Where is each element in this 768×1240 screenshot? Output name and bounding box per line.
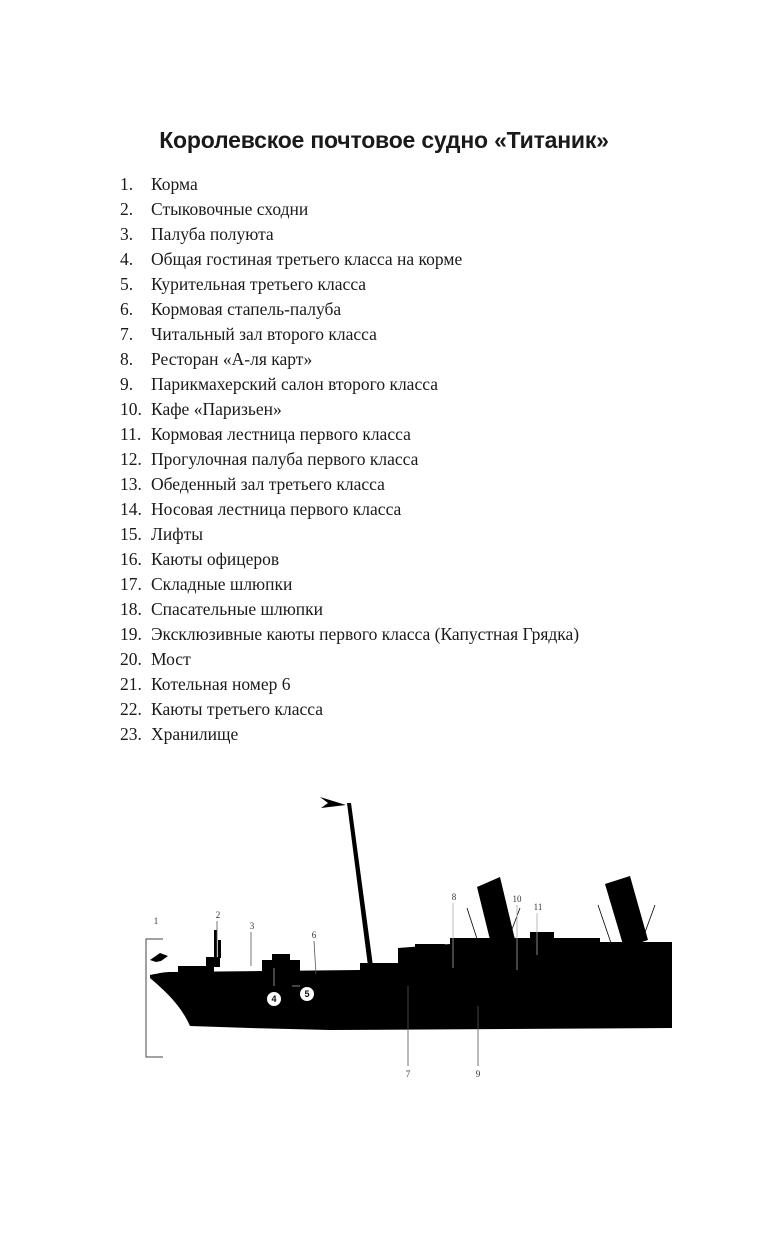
legend-number: 5. [120, 274, 134, 294]
legend-label: Носовая лестница первого класса [151, 499, 402, 519]
legend-label: Общая гостиная третьего класса на корме [151, 249, 463, 269]
legend-label: Складные шлюпки [151, 574, 293, 594]
legend-number: 19. [120, 624, 142, 644]
legend-label: Корма [151, 174, 198, 194]
legend-number: 4. [120, 249, 134, 269]
legend-item [120, 197, 579, 222]
legend-item [120, 172, 579, 197]
legend-label: Каюты офицеров [151, 549, 280, 569]
legend-item [120, 397, 579, 422]
ship-diagram-svg [0, 780, 768, 1110]
callout-7: 7 [405, 1069, 411, 1079]
legend-number: 21. [120, 674, 142, 694]
legend-item [120, 422, 579, 447]
legend-item [120, 547, 579, 572]
legend-number: 14. [120, 499, 142, 519]
legend-number: 11. [120, 424, 142, 444]
legend-label: Кормовая стапель-палуба [151, 299, 342, 319]
legend-number: 20. [120, 649, 142, 669]
legend-number: 23. [120, 724, 142, 744]
callout-8: 8 [451, 892, 457, 902]
legend-number: 18. [120, 599, 142, 619]
callout-4: 4 [271, 994, 277, 1004]
legend-item [120, 347, 579, 372]
legend-label: Палуба полуюта [151, 224, 274, 244]
legend-number: 12. [120, 449, 142, 469]
legend-item [120, 522, 579, 547]
callout-9: 9 [475, 1069, 481, 1079]
legend-item [120, 597, 579, 622]
legend-number: 22. [120, 699, 142, 719]
callout-3: 3 [249, 921, 255, 931]
legend-number: 16. [120, 549, 142, 569]
legend-item [120, 447, 579, 472]
legend-label: Лифты [151, 524, 203, 544]
legend-item [120, 472, 579, 497]
callout-10: 10 [512, 894, 522, 904]
legend-item [120, 322, 579, 347]
legend-label: Ресторан «А-ля карт» [151, 349, 313, 369]
legend-label: Курительная третьего класса [151, 274, 367, 294]
legend-label: Спасательные шлюпки [151, 599, 324, 619]
legend-item [120, 672, 579, 697]
legend-item [120, 297, 579, 322]
legend-number: 2. [120, 199, 134, 219]
ship-silhouette [150, 797, 672, 1030]
legend-label: Каюты третьего класса [151, 699, 323, 719]
legend-label: Кафе «Паризьен» [151, 399, 282, 419]
legend-item [120, 497, 579, 522]
legend-item [120, 572, 579, 597]
legend-item [120, 647, 579, 672]
legend-number: 17. [120, 574, 142, 594]
legend-label: Прогулочная палуба первого класса [151, 449, 419, 469]
legend-item [120, 372, 579, 397]
legend-label: Мост [151, 649, 191, 669]
legend-label: Парикмахерский салон второго класса [151, 374, 438, 394]
legend-item [120, 697, 579, 722]
legend-item [120, 247, 579, 272]
callout-2: 2 [215, 910, 221, 920]
legend-label: Эксклюзивные каюты первого класса (Капустная Грядка) [151, 624, 580, 644]
callout-5: 5 [304, 989, 310, 999]
legend-number: 10. [120, 399, 142, 419]
legend-item [120, 222, 579, 247]
callout-11: 11 [533, 902, 543, 912]
ship-diagram [0, 780, 768, 1110]
legend-label: Кормовая лестница первого класса [151, 424, 411, 444]
legend-label: Читальный зал второго класса [151, 324, 377, 344]
legend-item [120, 722, 579, 747]
legend-number: 1. [120, 174, 134, 194]
legend-list [120, 172, 579, 747]
legend-item [120, 272, 579, 297]
legend-number: 7. [120, 324, 134, 344]
legend-number: 6. [120, 299, 134, 319]
legend-label: Хранилище [151, 724, 239, 744]
legend-label: Котельная номер 6 [151, 674, 291, 694]
legend-number: 15. [120, 524, 142, 544]
legend-label: Обеденный зал третьего класса [151, 474, 385, 494]
legend-item [120, 622, 579, 647]
legend-number: 3. [120, 224, 134, 244]
callout-6: 6 [311, 930, 317, 940]
legend-label: Стыковочные сходни [151, 199, 309, 219]
legend-number: 8. [120, 349, 134, 369]
page-title: Королевское почтовое судно «Титаник» [159, 127, 609, 154]
legend-number: 9. [120, 374, 134, 394]
callout-1: 1 [153, 916, 159, 926]
legend-number: 13. [120, 474, 142, 494]
